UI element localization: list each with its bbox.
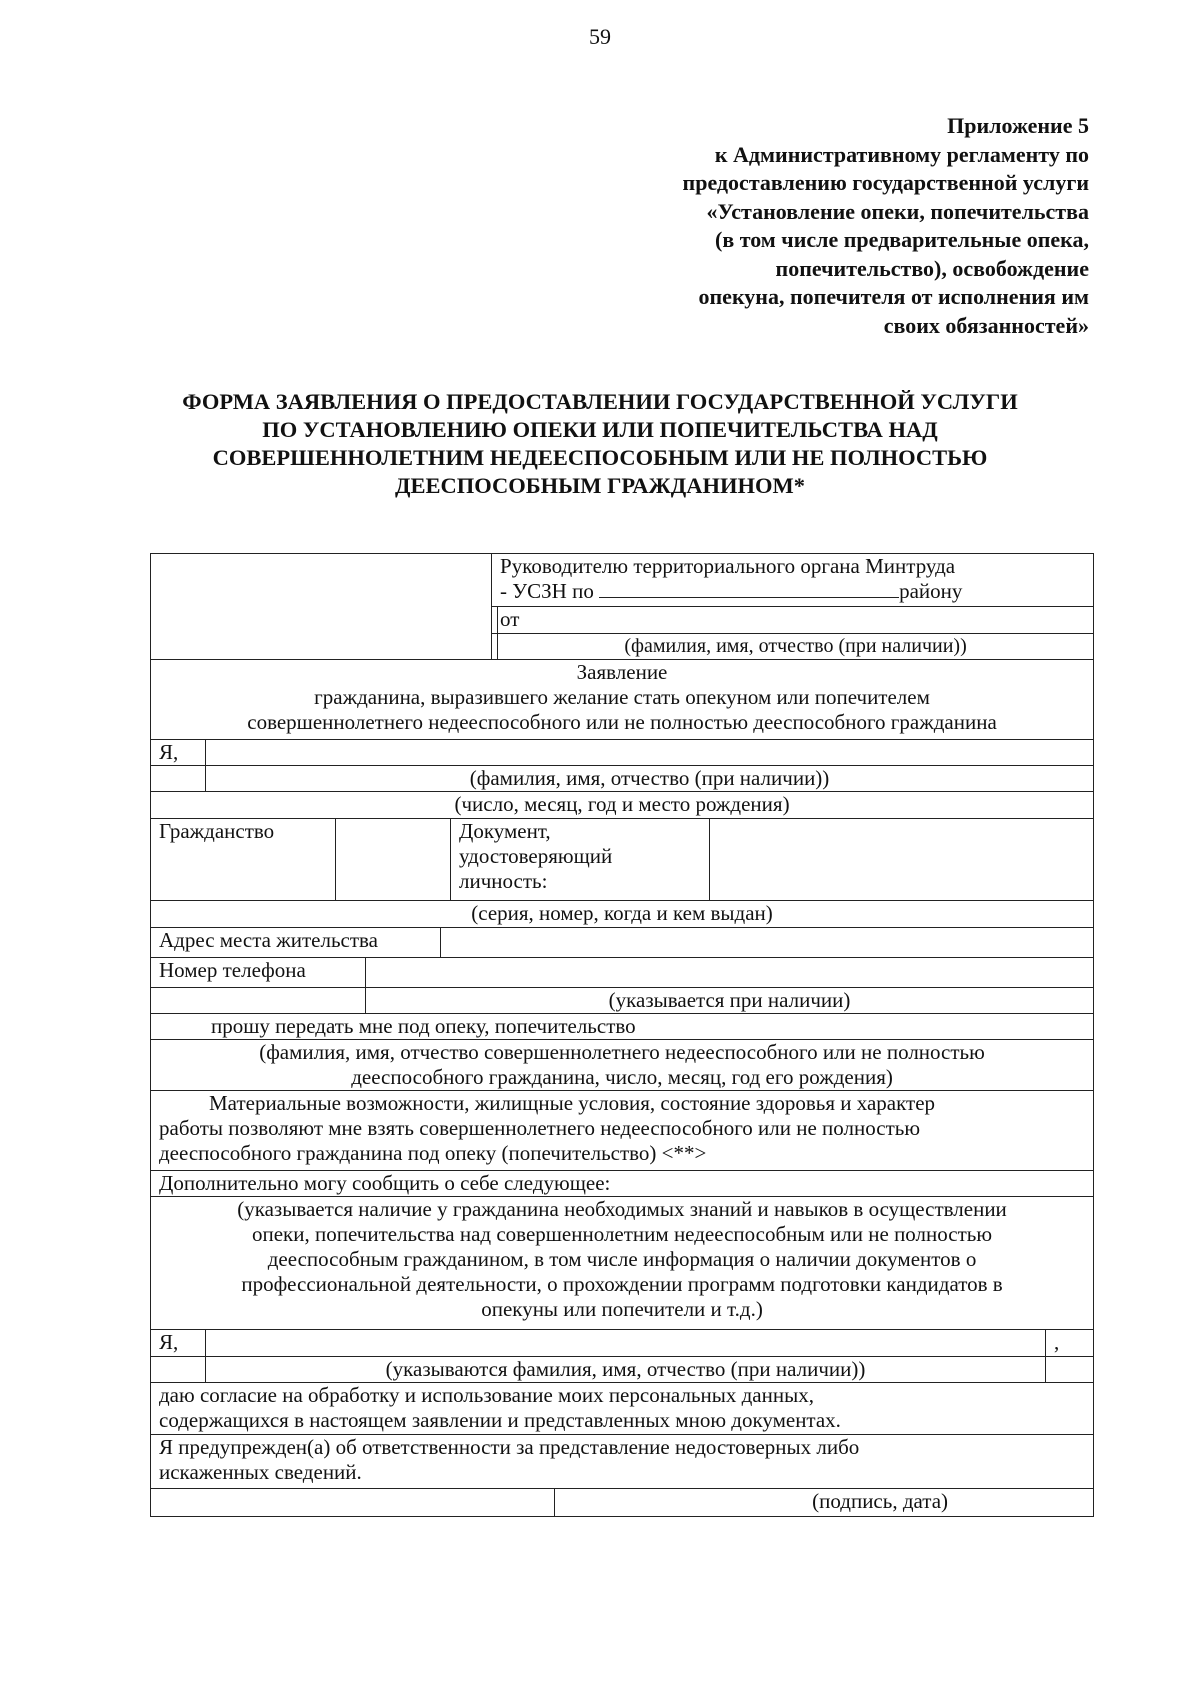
appendix-line: своих обязанностей» bbox=[883, 312, 1089, 338]
request-text bbox=[151, 1014, 1094, 1040]
consent-line: даю согласие на обработку и использование моих персональных данных, bbox=[159, 1383, 814, 1407]
additional-label: Дополнительно могу сообщить о себе следующее: bbox=[151, 1171, 1094, 1197]
from-hint: (фамилия, имя, отчество (при наличии)) bbox=[498, 634, 1094, 660]
addressee-suffix: району bbox=[899, 579, 963, 603]
fio-hint: (фамилия, имя, отчество (при наличии)) bbox=[206, 766, 1094, 792]
consent-line: содержащихся в настоящем заявлении и представленных мною документах. bbox=[159, 1408, 841, 1432]
form-title bbox=[140, 388, 1060, 500]
addressee-line2 bbox=[500, 579, 1085, 604]
additional-hint bbox=[151, 1197, 1094, 1330]
addressee-prefix: - УСЗН по bbox=[500, 579, 594, 603]
addressee-cell bbox=[492, 554, 1094, 607]
fio2-spacer bbox=[151, 1357, 206, 1383]
appendix-line: опекуна, попечителя от исполнения им bbox=[698, 284, 1089, 309]
appendix-line: попечительство), освобождение bbox=[775, 255, 1089, 281]
address-label: Адрес места жительства bbox=[151, 928, 441, 958]
form-title-line: СОВЕРШЕННОЛЕТНИМ НЕДЕЕСПОСОБНЫМ ИЛИ НЕ ПОЛНОСТЬЮ bbox=[212, 445, 988, 470]
appendix-header bbox=[569, 112, 1089, 340]
signature-left bbox=[151, 1489, 555, 1517]
additional-hint-line: опеки, попечительства над совершеннолетним недееспособным или не полностью bbox=[252, 1222, 993, 1246]
phone-input[interactable] bbox=[366, 958, 1094, 988]
warning-text bbox=[151, 1435, 1094, 1489]
statement-sub1: гражданина, выразившего желание стать опекуном или попечителем bbox=[314, 685, 930, 709]
consent-text bbox=[151, 1383, 1094, 1435]
signature-hint[interactable]: (подпись, дата) bbox=[555, 1489, 1094, 1517]
id-doc-line: личность: bbox=[459, 869, 548, 893]
page-number: 59 bbox=[589, 24, 611, 49]
ward-hint-line: (фамилия, имя, отчество совершеннолетнего недееспособного или не полностью bbox=[259, 1040, 985, 1064]
fio-spacer bbox=[151, 766, 206, 792]
additional-hint-line: опекуны или попечители и т.д.) bbox=[481, 1297, 763, 1321]
appendix-line: Приложение 5 bbox=[947, 113, 1089, 138]
warning-line: Я предупрежден(а) об ответственности за представление недостоверных либо bbox=[159, 1435, 860, 1459]
ward-hint bbox=[151, 1040, 1094, 1091]
district-input[interactable] bbox=[599, 579, 899, 598]
additional-hint-line: профессиональной деятельности, о прохождении программ подготовки кандидатов в bbox=[241, 1272, 1003, 1296]
phone-hint: (указывается при наличии) bbox=[366, 988, 1094, 1014]
warning-line: искаженных сведений. bbox=[159, 1460, 362, 1484]
fio2-input[interactable] bbox=[206, 1330, 1046, 1357]
statement-heading bbox=[151, 660, 1094, 740]
phone-spacer bbox=[151, 988, 366, 1014]
citizenship-input[interactable] bbox=[336, 819, 451, 901]
i2-label: Я, bbox=[151, 1330, 206, 1357]
appendix-line: предоставлению государственной услуги bbox=[682, 170, 1089, 195]
appendix-line: «Установление опеки, попечительства bbox=[706, 198, 1089, 224]
ward-hint-line: дееспособного гражданина, число, месяц, год его рождения) bbox=[351, 1065, 893, 1089]
fio-input[interactable] bbox=[206, 740, 1094, 766]
address-input[interactable] bbox=[441, 928, 1094, 958]
comma-cell: , bbox=[1046, 1330, 1094, 1357]
addressee-line1: Руководителю территориального органа Минтруда bbox=[500, 554, 956, 578]
means-line: работы позволяют мне взять совершеннолетнего недееспособного или не полностью bbox=[159, 1116, 921, 1140]
request-text-value: прошу передать мне под опеку, попечительство bbox=[211, 1014, 636, 1038]
appendix-line: (в том числе предварительные опека, bbox=[715, 227, 1089, 252]
i-label: Я, bbox=[151, 740, 206, 766]
id-document-input[interactable] bbox=[710, 819, 1094, 901]
birth-hint: (число, месяц, год и место рождения) bbox=[151, 792, 1094, 819]
blank-left-cell bbox=[151, 554, 492, 660]
fio2-spacer-right bbox=[1046, 1357, 1094, 1383]
means-text bbox=[151, 1091, 1094, 1171]
phone-label: Номер телефона bbox=[151, 958, 366, 988]
form-title-line: ФОРМА ЗАЯВЛЕНИЯ О ПРЕДОСТАВЛЕНИИ ГОСУДАРСТВЕННОЙ УСЛУГИ bbox=[182, 389, 1018, 414]
additional-hint-line: (указывается наличие у гражданина необходимых знаний и навыков в осуществлении bbox=[237, 1197, 1007, 1221]
means-line: дееспособного гражданина под опеку (попечительство) <**> bbox=[159, 1141, 707, 1165]
additional-hint-line: дееспособным гражданином, в том числе информация о наличии документов о bbox=[267, 1247, 977, 1271]
id-doc-line: удостоверяющий bbox=[459, 844, 613, 868]
means-line: Материальные возможности, жилищные условия, состояние здоровья и характер bbox=[209, 1091, 936, 1115]
id-document-label bbox=[451, 819, 710, 901]
citizenship-label: Гражданство bbox=[151, 819, 336, 901]
appendix-line: к Административному регламенту по bbox=[714, 141, 1089, 167]
statement-sub2: совершеннолетнего недееспособного или не полностью дееспособного гражданина bbox=[247, 710, 997, 734]
application-form bbox=[150, 553, 1094, 1517]
statement-title: Заявление bbox=[576, 660, 668, 684]
id-doc-line: Документ, bbox=[459, 819, 551, 843]
fio2-hint: (указываются фамилия, имя, отчество (при наличии)) bbox=[206, 1357, 1046, 1383]
form-title-line: ДЕЕСПОСОБНЫМ ГРАЖДАНИНОМ* bbox=[395, 473, 805, 498]
from-input[interactable] bbox=[498, 607, 1094, 634]
id-document-hint: (серия, номер, когда и кем выдан) bbox=[151, 901, 1094, 928]
from-label: от bbox=[492, 607, 498, 634]
form-title-line: ПО УСТАНОВЛЕНИЮ ОПЕКИ ИЛИ ПОПЕЧИТЕЛЬСТВА НАД bbox=[262, 417, 938, 442]
